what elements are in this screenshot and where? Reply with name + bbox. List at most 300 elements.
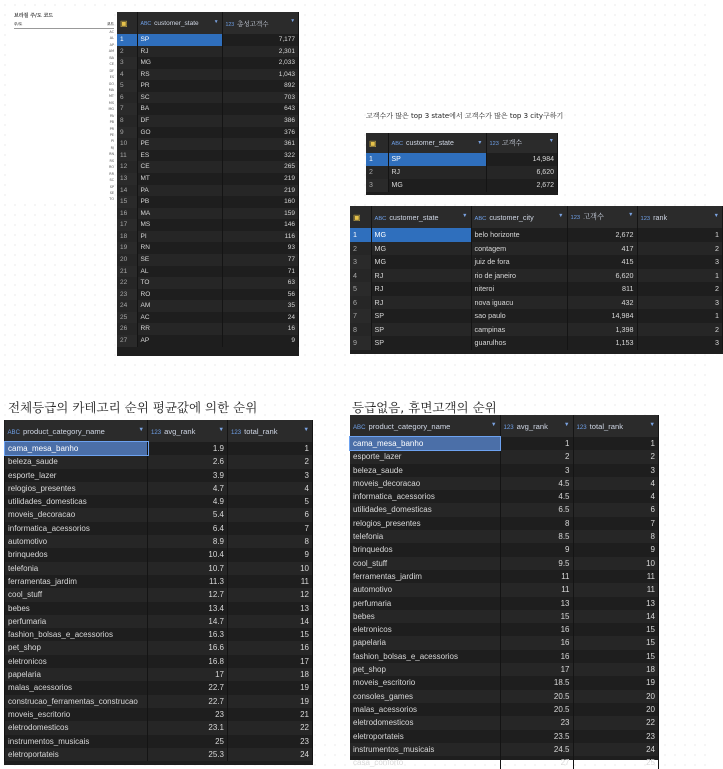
table-cell[interactable]: bebes bbox=[350, 610, 500, 623]
table-cell[interactable]: 20 bbox=[573, 690, 659, 703]
table-cell[interactable]: 11 bbox=[228, 575, 313, 588]
table-cell[interactable]: 2 bbox=[228, 455, 313, 468]
table-row[interactable] bbox=[5, 681, 313, 694]
table-row[interactable] bbox=[117, 150, 299, 162]
table-cell[interactable]: 21 bbox=[228, 708, 313, 721]
table-cell[interactable]: 23.1 bbox=[148, 721, 228, 734]
table-row[interactable] bbox=[350, 517, 659, 530]
table-cell[interactable]: sao paulo bbox=[471, 309, 567, 323]
table-cell[interactable]: 10 bbox=[228, 562, 313, 575]
table-cell[interactable]: 14 bbox=[573, 610, 659, 623]
table-cell[interactable]: 20.5 bbox=[500, 703, 573, 716]
table-cell[interactable]: RS bbox=[137, 69, 222, 81]
table-cell[interactable]: brinquedos bbox=[350, 543, 500, 556]
table-cell[interactable]: 16 bbox=[228, 641, 313, 654]
table-cell[interactable]: 5 bbox=[228, 495, 313, 508]
table-cell[interactable]: 415 bbox=[567, 255, 637, 269]
table-cell[interactable]: 146 bbox=[222, 219, 299, 231]
table-cell[interactable]: RO bbox=[137, 289, 222, 301]
table-row[interactable] bbox=[117, 196, 299, 208]
table-row[interactable] bbox=[117, 69, 299, 81]
table-cell[interactable]: contagem bbox=[471, 242, 567, 256]
table-cell[interactable]: 23.5 bbox=[500, 730, 573, 743]
table-row[interactable] bbox=[5, 748, 313, 761]
table-row[interactable] bbox=[117, 266, 299, 278]
table-cell[interactable]: 24 bbox=[573, 743, 659, 756]
table-cell[interactable]: MT bbox=[137, 173, 222, 185]
table-cell[interactable]: 9.5 bbox=[500, 557, 573, 570]
table-row[interactable] bbox=[117, 103, 299, 115]
sort-arrow-icon[interactable]: ▼ bbox=[548, 138, 554, 144]
table-cell[interactable]: RJ bbox=[371, 296, 471, 310]
table-cell[interactable]: 15 bbox=[573, 636, 659, 649]
table-cell[interactable]: 432 bbox=[567, 296, 637, 310]
table-cell[interactable]: 3.9 bbox=[148, 469, 228, 482]
table-cell[interactable]: 376 bbox=[222, 127, 299, 139]
table-cell[interactable]: 35 bbox=[222, 300, 299, 312]
table-cell[interactable]: 2,301 bbox=[222, 46, 299, 58]
table-cell[interactable]: SP bbox=[371, 336, 471, 350]
table-cell[interactable]: ES bbox=[137, 150, 222, 162]
table-cell[interactable]: utilidades_domesticas bbox=[5, 495, 148, 508]
table-row[interactable] bbox=[5, 628, 313, 641]
table-cell[interactable]: 159 bbox=[222, 208, 299, 220]
table-row[interactable] bbox=[117, 161, 299, 173]
table-cell[interactable]: 17 bbox=[500, 663, 573, 676]
column-header[interactable] bbox=[573, 415, 659, 437]
table-cell[interactable]: 6 bbox=[573, 503, 659, 516]
table-row[interactable] bbox=[5, 442, 313, 455]
table-cell[interactable]: SE bbox=[137, 254, 222, 266]
table-cell[interactable]: moveis_decoracao bbox=[5, 508, 148, 521]
table-cell[interactable]: telefonia bbox=[350, 530, 500, 543]
table-cell[interactable]: esporte_lazer bbox=[5, 469, 148, 482]
table-cell[interactable]: 11 bbox=[573, 570, 659, 583]
table-cell[interactable]: 160 bbox=[222, 196, 299, 208]
table-cell[interactable]: 3 bbox=[637, 296, 723, 310]
table-row[interactable] bbox=[366, 153, 558, 166]
table-cell[interactable]: cool_stuff bbox=[5, 588, 148, 601]
table-cell[interactable]: RJ bbox=[137, 46, 222, 58]
table-row[interactable] bbox=[117, 185, 299, 197]
table-cell[interactable]: esporte_lazer bbox=[350, 450, 500, 463]
table-cell[interactable]: eletronicos bbox=[350, 623, 500, 636]
table-row[interactable] bbox=[117, 173, 299, 185]
table-cell[interactable]: ferramentas_jardim bbox=[5, 575, 148, 588]
table-row[interactable] bbox=[117, 231, 299, 243]
table-cell[interactable]: 2 bbox=[637, 323, 723, 337]
table-cell[interactable]: 1 bbox=[228, 442, 313, 455]
table-cell[interactable]: 19 bbox=[573, 676, 659, 689]
table-row[interactable] bbox=[350, 282, 723, 296]
table-cell[interactable]: consoles_games bbox=[350, 690, 500, 703]
table-cell[interactable]: PR bbox=[137, 80, 222, 92]
table-cell[interactable]: 2 bbox=[573, 450, 659, 463]
table-cell[interactable]: 643 bbox=[222, 103, 299, 115]
table-cell[interactable]: nova iguacu bbox=[471, 296, 567, 310]
table-row[interactable] bbox=[5, 655, 313, 668]
table-row[interactable] bbox=[117, 323, 299, 335]
sort-arrow-icon[interactable]: ▼ bbox=[628, 212, 634, 218]
table-cell[interactable]: AM bbox=[137, 300, 222, 312]
table-cell[interactable]: moveis_decoracao bbox=[350, 477, 500, 490]
table-row[interactable] bbox=[5, 575, 313, 588]
column-header[interactable] bbox=[371, 206, 471, 228]
table-cell[interactable]: automotivo bbox=[5, 535, 148, 548]
table-cell[interactable]: 703 bbox=[222, 92, 299, 104]
table-row[interactable] bbox=[350, 690, 659, 703]
table-cell[interactable]: RJ bbox=[388, 166, 486, 179]
column-header[interactable] bbox=[388, 133, 486, 153]
table-row[interactable] bbox=[350, 756, 659, 769]
table-cell[interactable]: ferramentas_jardim bbox=[350, 570, 500, 583]
table-row[interactable] bbox=[350, 323, 723, 337]
table-row[interactable] bbox=[350, 477, 659, 490]
table-cell[interactable]: 23 bbox=[148, 708, 228, 721]
table-cell[interactable]: AP bbox=[137, 335, 222, 347]
table-cell[interactable]: rio de janeiro bbox=[471, 269, 567, 283]
table-cell[interactable]: 7 bbox=[573, 517, 659, 530]
table-cell[interactable]: 6,620 bbox=[486, 166, 558, 179]
table-cell[interactable]: SP bbox=[137, 34, 222, 46]
table-cell[interactable]: 13 bbox=[228, 602, 313, 615]
table-cell[interactable]: 16 bbox=[500, 650, 573, 663]
sort-arrow-icon[interactable]: ▼ bbox=[477, 139, 483, 146]
table-row[interactable] bbox=[5, 522, 313, 535]
table-row[interactable] bbox=[117, 34, 299, 46]
table-row[interactable] bbox=[350, 663, 659, 676]
table-cell[interactable]: 1.9 bbox=[148, 442, 228, 455]
table-row[interactable] bbox=[5, 482, 313, 495]
table-cell[interactable]: beleza_saude bbox=[350, 464, 500, 477]
column-header[interactable] bbox=[148, 420, 228, 442]
table-cell[interactable]: 11 bbox=[573, 583, 659, 596]
table-cell[interactable]: TO bbox=[137, 277, 222, 289]
table-cell[interactable]: 3 bbox=[637, 336, 723, 350]
table-cell[interactable]: 16 bbox=[222, 323, 299, 335]
table-cell[interactable]: 13 bbox=[573, 597, 659, 610]
table-cell[interactable]: 116 bbox=[222, 231, 299, 243]
table-row[interactable] bbox=[117, 254, 299, 266]
table-cell[interactable]: 1 bbox=[637, 228, 723, 242]
table-row[interactable] bbox=[5, 641, 313, 654]
table-cell[interactable]: 56 bbox=[222, 289, 299, 301]
table-cell[interactable]: 19 bbox=[228, 681, 313, 694]
table-cell[interactable]: 2 bbox=[637, 242, 723, 256]
top3-state-grid[interactable] bbox=[366, 133, 558, 195]
table-cell[interactable]: eletroportateis bbox=[350, 730, 500, 743]
table-cell[interactable]: belo horizonte bbox=[471, 228, 567, 242]
table-row[interactable] bbox=[5, 535, 313, 548]
table-row[interactable] bbox=[350, 309, 723, 323]
table-row[interactable] bbox=[350, 583, 659, 596]
top3-city-grid[interactable] bbox=[350, 206, 723, 354]
table-row[interactable] bbox=[350, 557, 659, 570]
table-cell[interactable]: 1 bbox=[500, 437, 573, 450]
table-cell[interactable]: 1 bbox=[637, 269, 723, 283]
table-cell[interactable]: guarulhos bbox=[471, 336, 567, 350]
table-cell[interactable]: 16 bbox=[500, 623, 573, 636]
table-cell[interactable]: malas_acessorios bbox=[350, 703, 500, 716]
table-row[interactable] bbox=[350, 570, 659, 583]
table-row[interactable] bbox=[5, 562, 313, 575]
table-cell[interactable]: 11 bbox=[500, 583, 573, 596]
table-cell[interactable]: 23 bbox=[573, 730, 659, 743]
table-cell[interactable]: 9 bbox=[573, 543, 659, 556]
table-cell[interactable]: 361 bbox=[222, 138, 299, 150]
table-row[interactable] bbox=[350, 336, 723, 350]
table-cell[interactable]: 2.6 bbox=[148, 455, 228, 468]
table-cell[interactable]: MG bbox=[371, 228, 471, 242]
table-cell[interactable]: eletroportateis bbox=[5, 748, 148, 761]
table-cell[interactable]: 1 bbox=[637, 309, 723, 323]
table-cell[interactable]: MG bbox=[371, 255, 471, 269]
table-row[interactable] bbox=[5, 735, 313, 748]
table-cell[interactable]: 811 bbox=[567, 282, 637, 296]
table-cell[interactable]: fashion_bolsas_e_acessorios bbox=[5, 628, 148, 641]
table-cell[interactable]: 3 bbox=[573, 464, 659, 477]
table-cell[interactable]: RJ bbox=[371, 282, 471, 296]
table-cell[interactable]: 6 bbox=[228, 508, 313, 521]
table-row[interactable] bbox=[117, 335, 299, 347]
table-row[interactable] bbox=[117, 208, 299, 220]
table-cell[interactable]: 13.4 bbox=[148, 602, 228, 615]
table-cell[interactable]: 13 bbox=[500, 597, 573, 610]
table-cell[interactable]: moveis_escritorio bbox=[5, 708, 148, 721]
table-cell[interactable]: beleza_saude bbox=[5, 455, 148, 468]
table-row[interactable] bbox=[5, 615, 313, 628]
table-cell[interactable]: instrumentos_musicais bbox=[350, 743, 500, 756]
table-cell[interactable]: 17 bbox=[228, 655, 313, 668]
table-cell[interactable]: MG bbox=[371, 242, 471, 256]
table-row[interactable] bbox=[5, 668, 313, 681]
table-cell[interactable]: MG bbox=[388, 179, 486, 192]
table-cell[interactable]: 18 bbox=[228, 668, 313, 681]
table-cell[interactable]: 23 bbox=[500, 716, 573, 729]
table-cell[interactable]: brinquedos bbox=[5, 548, 148, 561]
table-cell[interactable]: informatica_acessorios bbox=[350, 490, 500, 503]
table-row[interactable] bbox=[350, 296, 723, 310]
table-cell[interactable]: 14.7 bbox=[148, 615, 228, 628]
table-cell[interactable]: 4.7 bbox=[148, 482, 228, 495]
table-cell[interactable]: 417 bbox=[567, 242, 637, 256]
table-cell[interactable]: 1,043 bbox=[222, 69, 299, 81]
table-row[interactable] bbox=[5, 508, 313, 521]
table-row[interactable] bbox=[350, 255, 723, 269]
sort-arrow-icon[interactable]: ▼ bbox=[462, 212, 468, 219]
table-cell[interactable]: 19 bbox=[228, 695, 313, 708]
column-header[interactable] bbox=[471, 206, 567, 228]
table-cell[interactable]: 4.5 bbox=[500, 477, 573, 490]
table-cell[interactable]: 22 bbox=[573, 716, 659, 729]
table-row[interactable] bbox=[350, 228, 723, 242]
table-cell[interactable]: 71 bbox=[222, 266, 299, 278]
table-cell[interactable]: 6.4 bbox=[148, 522, 228, 535]
table-cell[interactable]: 77 bbox=[222, 254, 299, 266]
table-cell[interactable]: 15 bbox=[228, 628, 313, 641]
table-row[interactable] bbox=[350, 437, 659, 450]
sort-arrow-icon[interactable]: ▼ bbox=[290, 18, 295, 24]
table-cell[interactable]: 4 bbox=[228, 482, 313, 495]
table-row[interactable] bbox=[350, 703, 659, 716]
table-row[interactable] bbox=[350, 450, 659, 463]
sort-arrow-icon[interactable]: ▼ bbox=[713, 212, 719, 219]
table-cell[interactable]: 15 bbox=[573, 623, 659, 636]
table-row[interactable] bbox=[350, 743, 659, 756]
table-cell[interactable]: 9 bbox=[222, 335, 299, 347]
column-header[interactable] bbox=[350, 415, 500, 437]
table-cell[interactable]: 22.7 bbox=[148, 681, 228, 694]
table-cell[interactable]: 4.5 bbox=[500, 490, 573, 503]
table-cell[interactable]: 27 bbox=[500, 756, 573, 769]
table-cell[interactable]: MG bbox=[137, 57, 222, 69]
table-cell[interactable]: 14,984 bbox=[486, 153, 558, 166]
table-row[interactable] bbox=[5, 495, 313, 508]
table-cell[interactable]: 14 bbox=[228, 615, 313, 628]
table-row[interactable] bbox=[117, 312, 299, 324]
table-cell[interactable]: relogios_presentes bbox=[350, 517, 500, 530]
table-cell[interactable]: moveis_escritorio bbox=[350, 676, 500, 689]
table-row[interactable] bbox=[117, 80, 299, 92]
table-cell[interactable]: papelaria bbox=[5, 668, 148, 681]
column-header[interactable] bbox=[486, 133, 558, 153]
table-cell[interactable]: 22.7 bbox=[148, 695, 228, 708]
customer-state-count-grid[interactable] bbox=[117, 12, 299, 356]
table-cell[interactable]: pet_shop bbox=[350, 663, 500, 676]
table-cell[interactable]: 15 bbox=[500, 610, 573, 623]
table-cell[interactable]: RN bbox=[137, 242, 222, 254]
table-cell[interactable]: 16 bbox=[500, 636, 573, 649]
table-row[interactable] bbox=[350, 636, 659, 649]
table-cell[interactable]: 2,033 bbox=[222, 57, 299, 69]
table-cell[interactable]: 24.5 bbox=[500, 743, 573, 756]
table-row[interactable] bbox=[5, 721, 313, 734]
table-cell[interactable]: utilidades_domesticas bbox=[350, 503, 500, 516]
table-cell[interactable]: GO bbox=[137, 127, 222, 139]
sort-arrow-icon[interactable]: ▼ bbox=[558, 212, 564, 219]
sort-arrow-icon[interactable]: ▼ bbox=[649, 421, 655, 428]
table-cell[interactable]: 10.7 bbox=[148, 562, 228, 575]
table-row[interactable] bbox=[350, 464, 659, 477]
table-cell[interactable]: 16.8 bbox=[148, 655, 228, 668]
table-cell[interactable]: automotivo bbox=[350, 583, 500, 596]
table-cell[interactable]: 11.3 bbox=[148, 575, 228, 588]
table-cell[interactable]: 10 bbox=[573, 557, 659, 570]
sort-arrow-icon[interactable]: ▼ bbox=[218, 426, 224, 433]
table-cell[interactable]: 4.9 bbox=[148, 495, 228, 508]
table-cell[interactable]: 24 bbox=[222, 312, 299, 324]
table-cell[interactable]: 23 bbox=[228, 735, 313, 748]
table-cell[interactable]: 322 bbox=[222, 150, 299, 162]
table-cell[interactable]: 3 bbox=[637, 255, 723, 269]
table-cell[interactable]: 1 bbox=[573, 437, 659, 450]
table-cell[interactable]: eletronicos bbox=[5, 655, 148, 668]
table-row[interactable] bbox=[350, 543, 659, 556]
table-cell[interactable]: casa_conforto bbox=[350, 756, 500, 769]
table-cell[interactable]: pet_shop bbox=[5, 641, 148, 654]
table-row[interactable] bbox=[350, 597, 659, 610]
table-cell[interactable]: 11 bbox=[500, 570, 573, 583]
table-cell[interactable]: 22 bbox=[228, 721, 313, 734]
table-row[interactable] bbox=[117, 138, 299, 150]
table-cell[interactable]: telefonia bbox=[5, 562, 148, 575]
table-cell[interactable]: campinas bbox=[471, 323, 567, 337]
table-row[interactable] bbox=[117, 219, 299, 231]
table-row[interactable] bbox=[350, 676, 659, 689]
table-row[interactable] bbox=[117, 300, 299, 312]
table-cell[interactable]: 6,620 bbox=[567, 269, 637, 283]
table-cell[interactable]: cool_stuff bbox=[350, 557, 500, 570]
table-cell[interactable]: 16.6 bbox=[148, 641, 228, 654]
table-cell[interactable]: 18 bbox=[573, 663, 659, 676]
table-cell[interactable]: 7 bbox=[228, 522, 313, 535]
column-header[interactable] bbox=[500, 415, 573, 437]
table-cell[interactable]: 24 bbox=[228, 748, 313, 761]
table-row[interactable] bbox=[5, 548, 313, 561]
table-cell[interactable]: RR bbox=[137, 323, 222, 335]
table-row[interactable] bbox=[117, 127, 299, 139]
table-cell[interactable]: 25 bbox=[573, 756, 659, 769]
table-row[interactable] bbox=[117, 289, 299, 301]
table-cell[interactable]: CE bbox=[137, 161, 222, 173]
table-cell[interactable]: bebes bbox=[5, 602, 148, 615]
table-row[interactable] bbox=[350, 716, 659, 729]
table-cell[interactable]: 25 bbox=[148, 735, 228, 748]
table-cell[interactable]: 4 bbox=[573, 490, 659, 503]
dormant-category-rank-grid[interactable] bbox=[350, 415, 659, 768]
table-cell[interactable]: perfumaria bbox=[5, 615, 148, 628]
table-cell[interactable]: perfumaria bbox=[350, 597, 500, 610]
table-cell[interactable]: 3 bbox=[500, 464, 573, 477]
column-header[interactable] bbox=[5, 420, 148, 442]
table-cell[interactable]: 892 bbox=[222, 80, 299, 92]
table-row[interactable] bbox=[5, 695, 313, 708]
table-cell[interactable]: 10.4 bbox=[148, 548, 228, 561]
table-cell[interactable]: MS bbox=[137, 219, 222, 231]
table-row[interactable] bbox=[350, 269, 723, 283]
table-row[interactable] bbox=[350, 610, 659, 623]
table-row[interactable] bbox=[350, 730, 659, 743]
table-row[interactable] bbox=[5, 602, 313, 615]
table-cell[interactable]: juiz de fora bbox=[471, 255, 567, 269]
overall-category-rank-grid[interactable] bbox=[4, 420, 313, 765]
table-cell[interactable]: PB bbox=[137, 196, 222, 208]
table-cell[interactable]: eletrodomesticos bbox=[5, 721, 148, 734]
table-cell[interactable]: 93 bbox=[222, 242, 299, 254]
table-row[interactable] bbox=[117, 46, 299, 58]
table-row[interactable] bbox=[5, 469, 313, 482]
table-cell[interactable]: eletrodomesticos bbox=[350, 716, 500, 729]
table-cell[interactable]: niteroi bbox=[471, 282, 567, 296]
table-cell[interactable]: PA bbox=[137, 185, 222, 197]
table-row[interactable] bbox=[350, 242, 723, 256]
table-cell[interactable]: cama_mesa_banho bbox=[5, 442, 148, 455]
table-cell[interactable]: 6.5 bbox=[500, 503, 573, 516]
sort-arrow-icon[interactable]: ▼ bbox=[138, 426, 144, 433]
column-header[interactable] bbox=[228, 420, 313, 442]
table-row[interactable] bbox=[350, 503, 659, 516]
table-cell[interactable]: 17 bbox=[148, 668, 228, 681]
table-cell[interactable]: SP bbox=[371, 309, 471, 323]
column-header[interactable] bbox=[567, 206, 637, 228]
table-cell[interactable]: 2 bbox=[500, 450, 573, 463]
table-row[interactable] bbox=[350, 623, 659, 636]
table-row[interactable] bbox=[117, 277, 299, 289]
table-cell[interactable]: instrumentos_musicais bbox=[5, 735, 148, 748]
column-header[interactable] bbox=[222, 12, 299, 34]
table-row[interactable] bbox=[366, 166, 558, 179]
column-header[interactable] bbox=[637, 206, 723, 228]
